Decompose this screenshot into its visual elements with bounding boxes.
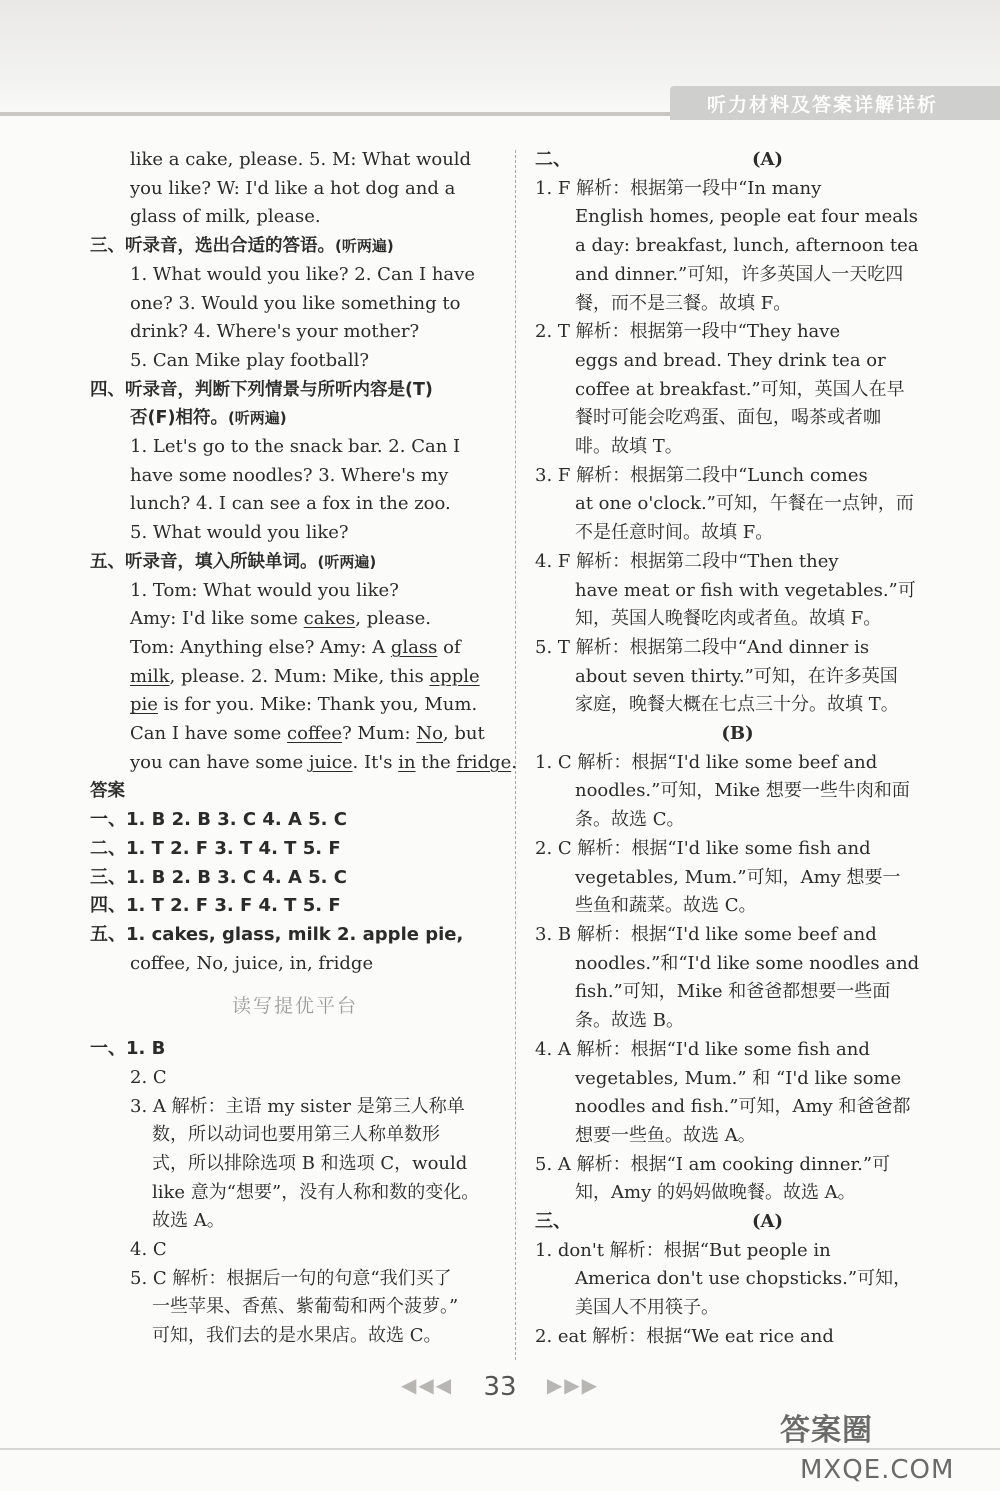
- text-line: Amy: I'd like some cakes, please.: [130, 608, 431, 630]
- text-line: you can have some juice. It's in the fridge.: [130, 751, 517, 773]
- text-line: fish.”可知，Mike 和爸爸都想要一些面: [575, 981, 891, 1003]
- text-line: 些鱼和蔬菜。故选 C。: [575, 895, 757, 917]
- text-line: you like? W: I'd like a hot dog and a: [130, 177, 456, 199]
- text-line: milk, please. 2. Mum: Mike, this apple: [130, 665, 480, 687]
- filled-blank: fridge: [456, 751, 512, 773]
- subheading: 读写提优平台: [231, 995, 358, 1018]
- text-line: vegetables, Mum.” 和 “I'd like some: [575, 1067, 902, 1089]
- filled-blank: glass: [390, 636, 438, 658]
- text-line: 2. eat 解析：根据“We eat rice and: [535, 1325, 834, 1347]
- text-line: 知，Amy 的妈妈做晚餐。故选 A。: [575, 1182, 856, 1204]
- filled-blank: pie: [130, 694, 158, 716]
- answer-row: 三、1. B 2. B 3. C 4. A 5. C: [90, 866, 348, 888]
- text-line: 4. C: [130, 1239, 167, 1261]
- text-line: 2. T 解析：根据第一段中“They have: [535, 321, 841, 343]
- text-line: one? 3. Would you like something to: [130, 292, 461, 314]
- text-line: 啡。故填 T。: [575, 436, 683, 458]
- text-line: noodles.”可知，Mike 想要一些牛肉和面: [575, 780, 910, 802]
- next-arrows-icon: ▶▶▶: [546, 1373, 599, 1397]
- text-line: 家庭，晚餐大概在七点三十分。故填 T。: [575, 694, 899, 716]
- text-line: English homes, people eat four meals: [575, 206, 919, 228]
- text-line: glass of milk, please.: [130, 206, 321, 228]
- text-line: 1. F 解析：根据第一段中“In many: [535, 177, 822, 199]
- text-line: Can I have some coffee? Mum: No, but: [130, 723, 485, 745]
- filled-blank: in: [398, 751, 416, 773]
- text-line: 1. Tom: What would you like?: [130, 579, 399, 601]
- right-column: [535, 146, 940, 1352]
- text-line: a day: breakfast, lunch, afternoon tea: [575, 235, 919, 257]
- text-line: 1. don't 解析：根据“But people in: [535, 1239, 831, 1261]
- text-line: 4. F 解析：根据第二段中“Then they: [535, 550, 839, 572]
- answer-row: coffee, No, juice, in, fridge: [130, 952, 374, 974]
- watermark-logo: 答案圈: [780, 1413, 873, 1448]
- left-column: [90, 146, 517, 1351]
- text-line: noodles.”和“I'd like some noodles and: [575, 952, 920, 974]
- text-line: 4. A 解析：根据“I'd like some fish and: [535, 1038, 870, 1060]
- text-line: 3. B 解析：根据“I'd like some beef and: [535, 923, 877, 945]
- text-line: pie is for you. Mike: Thank you, Mum.: [130, 694, 478, 716]
- header-title: 听力材料及答案详解详析: [706, 93, 938, 116]
- text-line: 2. C: [130, 1066, 167, 1088]
- filled-blank: milk: [130, 665, 170, 687]
- section-label: 二、: [535, 149, 571, 170]
- section-title: 四、听录音，判断下列情景与所听内容是(T): [90, 379, 433, 400]
- text-line: about seven thirty.”可知，在许多英国: [575, 665, 898, 687]
- answer-row: 二、1. T 2. F 3. T 4. T 5. F: [90, 837, 341, 859]
- part-label: (A): [752, 149, 783, 170]
- filled-blank: coffee: [287, 723, 343, 745]
- text-line: 式，所以排除选项 B 和选项 C，would: [152, 1152, 468, 1174]
- section-label: 三、: [535, 1211, 571, 1233]
- text-line: 知，英国人晚餐吃肉或者鱼。故填 F。: [575, 608, 882, 630]
- text-line: 故选 A。: [152, 1210, 225, 1232]
- text-line: noodles and fish.”可知，Amy 和爸爸都: [575, 1096, 911, 1118]
- part-label: (A): [752, 1211, 783, 1233]
- text-line: 餐，而不是三餐。故填 F。: [575, 292, 792, 314]
- section-title-cont: 否(F)相符。(听两遍): [130, 408, 287, 429]
- text-line: drink? 4. Where's your mother?: [130, 321, 420, 343]
- answer-row: 一、1. B: [90, 1038, 166, 1060]
- text-line: 餐时可能会吃鸡蛋、面包，喝茶或者咖: [575, 407, 881, 429]
- text-line: 可知，我们去的是水果店。故选 C。: [152, 1325, 442, 1347]
- text-line: 数，所以动词也要用第三人称单数形: [152, 1124, 440, 1146]
- text-line: 3. F 解析：根据第二段中“Lunch comes: [535, 464, 868, 486]
- filled-blank: juice: [308, 751, 353, 773]
- filled-blank: No: [416, 723, 443, 745]
- answer-row: 一、1. B 2. B 3. C 4. A 5. C: [90, 809, 348, 831]
- text-line: 一些苹果、香蕉、紫葡萄和两个菠萝。”: [152, 1296, 459, 1318]
- page-number: 33: [483, 1372, 517, 1402]
- text-line: 不是任意时间。故填 F。: [575, 522, 774, 544]
- text-line: 2. C 解析：根据“I'd like some fish and: [535, 837, 871, 859]
- text-line: coffee at breakfast.”可知，英国人在早: [575, 378, 905, 400]
- section-header: [535, 146, 940, 175]
- section-header: [535, 1208, 940, 1237]
- text-line: 1. What would you like? 2. Can I have: [130, 263, 475, 285]
- text-line: 1. Let's go to the snack bar. 2. Can I: [130, 436, 461, 458]
- text-line: Tom: Anything else? Amy: A glass of: [130, 636, 461, 658]
- text-line: at one o'clock.”可知，午餐在一点钟，而: [575, 493, 914, 515]
- text-line: 条。故选 B。: [575, 1010, 684, 1032]
- text-line: like a cake, please. 5. M: What would: [130, 149, 472, 170]
- text-line: 5. Can Mike play football?: [130, 349, 370, 371]
- text-line: 5. C 解析：根据后一句的句意“我们买了: [130, 1267, 452, 1289]
- text-line: and dinner.”可知，许多英国人一天吃四: [575, 263, 904, 285]
- filled-blank: cakes: [303, 608, 356, 630]
- text-line: 美国人不用筷子。: [575, 1297, 719, 1319]
- part-label: (B): [721, 723, 754, 745]
- header-tab: [670, 86, 1000, 120]
- text-line: 1. C 解析：根据“I'd like some beef and: [535, 751, 878, 773]
- text-line: 条。故选 C。: [575, 809, 685, 831]
- text-line: eggs and bread. They drink tea or: [575, 349, 886, 371]
- text-line: 3. A 解析：主语 my sister 是第三人称单: [130, 1095, 465, 1117]
- text-line: America don't use chopsticks.”可知，: [575, 1268, 912, 1290]
- filled-blank: apple: [429, 665, 480, 687]
- answer-row: 四、1. T 2. F 3. F 4. T 5. F: [90, 895, 341, 917]
- text-line: have some noodles? 3. Where's my: [130, 464, 449, 486]
- answer-row: 五、1. cakes, glass, milk 2. apple pie,: [90, 923, 464, 945]
- watermark-url: MXQE.COM: [800, 1455, 955, 1485]
- text-line: have meat or fish with vegetables.”可: [575, 579, 916, 601]
- page-footer: [0, 1372, 1000, 1402]
- text-line: vegetables, Mum.”可知，Amy 想要一: [575, 866, 901, 888]
- text-line: lunch? 4. I can see a fox in the zoo.: [130, 493, 451, 515]
- text-line: 5. T 解析：根据第二段中“And dinner is: [535, 636, 870, 658]
- section-title: 三、听录音，选出合适的答语。(听两遍): [90, 236, 394, 257]
- text-line: 想要一些鱼。故选 A。: [575, 1124, 756, 1146]
- answers-title: 答案: [90, 781, 125, 802]
- section-title: 五、听录音，填入所缺单词。(听两遍): [90, 551, 377, 572]
- text-line: 5. A 解析：根据“I am cooking dinner.”可: [535, 1153, 891, 1175]
- text-line: like 意为“想要”，没有人称和数的变化。: [152, 1181, 480, 1203]
- prev-arrows-icon: ◀◀◀: [401, 1373, 454, 1397]
- text-line: 5. What would you like?: [130, 522, 349, 544]
